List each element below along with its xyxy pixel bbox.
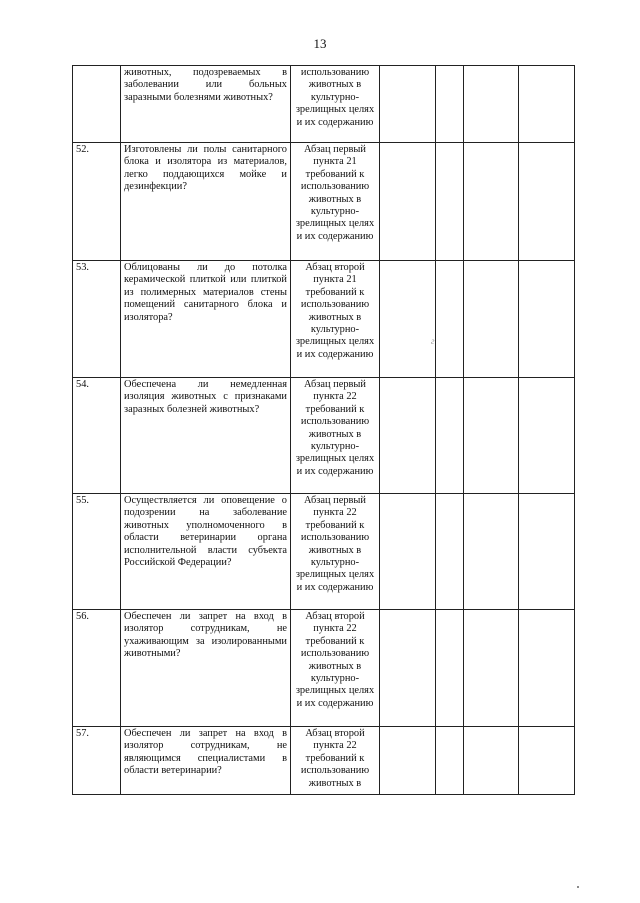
row-number: 54. (73, 378, 121, 494)
answer-cell (380, 727, 436, 795)
answer-cell (464, 727, 519, 795)
question-text: Осуществляется ли оповещение о подозрении на заболевание животных уполномоченного в области ветеринарии органа исполнительной власти субъекта Российской Федерации? (121, 494, 291, 610)
table-row (73, 727, 575, 795)
legal-reference: Абзац второй пункта 22 требований к использованию животных в культурно-зрелищных целях и их содержанию (291, 610, 380, 727)
stray-mark: г (431, 336, 435, 346)
answer-cell (464, 494, 519, 610)
answer-cell (380, 66, 436, 143)
table-row (73, 494, 575, 610)
checklist-table (72, 65, 575, 795)
answer-cell (380, 143, 436, 261)
answer-cell (380, 494, 436, 610)
answer-cell (380, 610, 436, 727)
answer-cell (464, 610, 519, 727)
answer-cell (464, 378, 519, 494)
answer-cell (436, 610, 464, 727)
question-text: животных, подозреваемых в заболевании или больных заразными болезнями животных? (121, 66, 291, 143)
row-number: 57. (73, 727, 121, 795)
question-text: Изготовлены ли полы санитарного блока и изолятора из материалов, легко поддающихся мойке и дезинфекции? (121, 143, 291, 261)
row-number: 56. (73, 610, 121, 727)
answer-cell (436, 727, 464, 795)
legal-reference: Абзац первый пункта 22 требований к использованию животных в культурно-зрелищных целях и их содержанию (291, 494, 380, 610)
answer-cell (519, 66, 575, 143)
answer-cell (519, 378, 575, 494)
legal-reference: Абзац первый пункта 22 требований к использованию животных в культурно-зрелищных целях и их содержанию (291, 378, 380, 494)
legal-reference: Абзац второй пункта 22 требований к использованию животных в (291, 727, 380, 795)
legal-reference: использованию животных в культурно-зрелищных целях и их содержанию (291, 66, 380, 143)
answer-cell (464, 66, 519, 143)
answer-cell (519, 610, 575, 727)
table-row (73, 143, 575, 261)
scan-speck (577, 886, 579, 888)
answer-cell (464, 261, 519, 378)
answer-cell (436, 143, 464, 261)
answer-cell (436, 66, 464, 143)
answer-cell (519, 143, 575, 261)
row-number: 52. (73, 143, 121, 261)
answer-cell (380, 261, 436, 378)
answer-cell (436, 378, 464, 494)
row-number: 55. (73, 494, 121, 610)
answer-cell (519, 261, 575, 378)
answer-cell (464, 143, 519, 261)
answer-cell (519, 494, 575, 610)
row-number: 53. (73, 261, 121, 378)
question-text: Облицованы ли до потолка керамической плиткой или плиткой из полимерных материалов стены помещений санитарного блока и изолятора? (121, 261, 291, 378)
table-row (73, 261, 575, 378)
table-row (73, 610, 575, 727)
answer-cell (519, 727, 575, 795)
answer-cell (436, 261, 464, 378)
row-number (73, 66, 121, 143)
table-row (73, 378, 575, 494)
table-row (73, 66, 575, 143)
answer-cell (436, 494, 464, 610)
legal-reference: Абзац первый пункта 21 требований к использованию животных в культурно-зрелищных целях и их содержанию (291, 143, 380, 261)
answer-cell (380, 378, 436, 494)
question-text: Обеспечен ли запрет на вход в изолятор сотрудникам, не являющимся специалистами в области ветеринарии? (121, 727, 291, 795)
legal-reference: Абзац второй пункта 21 требований к использованию животных в культурно-зрелищных целях и их содержанию (291, 261, 380, 378)
question-text: Обеспечена ли немедленная изоляция животных с признаками заразных болезней животных? (121, 378, 291, 494)
page-number: 13 (313, 36, 327, 51)
question-text: Обеспечен ли запрет на вход в изолятор сотрудникам, не ухаживающим за изолированными животными? (121, 610, 291, 727)
